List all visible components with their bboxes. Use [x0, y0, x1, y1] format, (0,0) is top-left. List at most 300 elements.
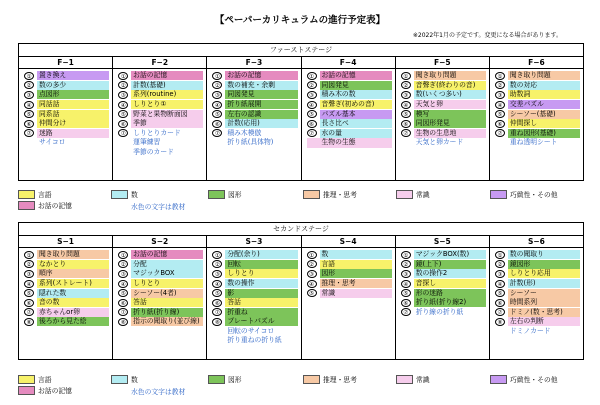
lesson-number: ⑤ — [307, 289, 317, 297]
stage-column — [19, 236, 113, 359]
lesson-number: ⑦ — [118, 308, 128, 316]
lesson-row — [307, 279, 392, 289]
lesson-number: ⑦ — [401, 308, 411, 316]
lesson-row — [307, 119, 392, 129]
lesson-topic: ドミノ(数・思考) — [508, 308, 580, 317]
lesson-number: ⑥ — [307, 120, 317, 128]
legend-bottom — [18, 374, 582, 404]
column-header: F−5 — [396, 57, 489, 69]
lesson-topic: 順序 — [37, 269, 109, 278]
lesson-row — [495, 119, 580, 129]
lesson-number: ④ — [401, 280, 411, 288]
lesson-row — [212, 298, 297, 308]
column-header: S−1 — [19, 236, 112, 248]
lesson-topic: 長さ比べ — [320, 119, 392, 128]
lesson-number: ⑥ — [212, 120, 222, 128]
lesson-number: ④ — [307, 101, 317, 109]
lesson-row — [118, 109, 203, 119]
legend-swatch — [208, 375, 225, 384]
lesson-row — [24, 109, 109, 119]
second-stage-title: セカンドステージ — [19, 223, 583, 236]
lesson-topic: 折り紙(折り線2) — [414, 298, 486, 307]
lesson-number: ⑦ — [307, 129, 317, 137]
lesson-number: ③ — [307, 91, 317, 99]
lesson-row — [401, 308, 486, 318]
lesson-number: ② — [24, 81, 34, 89]
lesson-topic: 音探し — [414, 279, 486, 288]
lesson-row — [401, 269, 486, 279]
lesson-row — [212, 260, 297, 270]
legend-number: 数 — [111, 189, 138, 199]
lesson-topic: 助数詞 — [508, 90, 580, 99]
lesson-row — [118, 298, 203, 308]
stage-column — [490, 236, 583, 359]
material-text: サイコロ — [39, 138, 66, 147]
legend-skill: 巧緻性・その他 — [490, 189, 558, 199]
lesson-row — [118, 288, 203, 298]
lesson-row — [24, 260, 109, 270]
lesson-number: ② — [118, 81, 128, 89]
lesson-row — [307, 90, 392, 100]
lesson-number: ④ — [401, 101, 411, 109]
legend-blue-note: 水色の文字は教材 — [131, 388, 186, 396]
lesson-topic: 答話 — [131, 298, 203, 307]
lesson-row — [118, 119, 203, 129]
lesson-number: ① — [118, 251, 128, 259]
lesson-row — [307, 260, 392, 270]
lesson-row — [118, 100, 203, 110]
lesson-row — [495, 71, 580, 81]
second-stage-columns — [19, 236, 583, 359]
lesson-row — [24, 279, 109, 289]
lesson-topic: 音聲ぎ(初めの音) — [320, 100, 392, 109]
lesson-number: ⑥ — [212, 299, 222, 307]
lesson-topic: 折り紙展開 — [225, 100, 297, 109]
lesson-topic: 迷路 — [37, 129, 109, 138]
lesson-topic: マジックBOX — [131, 269, 203, 278]
lesson-number: ⑦ — [401, 129, 411, 137]
first-stage-table — [18, 43, 584, 181]
legend-blue-note: 水色の文字は教材 — [131, 203, 186, 211]
lesson-topic: 答話 — [225, 298, 297, 307]
lesson-topic: 点図形 — [37, 90, 109, 99]
lesson-number: ⑦ — [212, 129, 222, 137]
lesson-topic: 左右の認識 — [225, 110, 297, 119]
lesson-number: ③ — [118, 91, 128, 99]
page-title: 【ペーパーカリキュラムの進行予定表】 — [214, 15, 386, 26]
lesson-row — [307, 100, 392, 110]
lesson-number: ⑤ — [212, 110, 222, 118]
lesson-row — [24, 269, 109, 279]
lesson-number: ① — [307, 72, 317, 80]
lesson-topic: 計数(基礎) — [131, 81, 203, 90]
lesson-row — [307, 250, 392, 260]
lesson-row — [401, 129, 486, 139]
stage-column — [207, 57, 301, 180]
lesson-topic: 模写 — [414, 110, 486, 119]
column-header: S−5 — [396, 236, 489, 248]
lesson-row — [401, 119, 486, 129]
material-text: 生物の生態 — [307, 138, 392, 148]
lesson-topic: 影 — [225, 289, 297, 298]
lesson-row — [24, 298, 109, 308]
lesson-number: ⑤ — [24, 289, 34, 297]
legend-swatch — [208, 190, 225, 199]
legend-number: 数 — [111, 374, 138, 384]
lesson-number: ① — [495, 251, 505, 259]
legend-swatch — [303, 375, 320, 384]
lesson-number: ④ — [495, 280, 505, 288]
lesson-number: ③ — [307, 270, 317, 278]
lesson-row — [118, 317, 203, 327]
lesson-row — [118, 308, 203, 318]
lesson-row — [307, 81, 392, 91]
lesson-number: ④ — [212, 101, 222, 109]
column-body — [207, 248, 300, 359]
lesson-row — [212, 129, 297, 139]
lesson-topic: 水の量 — [320, 129, 392, 138]
lesson-topic: 数の操作 — [225, 279, 297, 288]
lesson-topic: 隠れた数 — [37, 289, 109, 298]
lesson-topic: 推理・思考 — [320, 279, 392, 288]
column-body — [490, 69, 583, 180]
lesson-row — [307, 269, 392, 279]
lesson-topic: 計数(形) — [508, 279, 580, 288]
lesson-topic: 計数(応用) — [225, 119, 297, 128]
column-header: S−4 — [302, 236, 395, 248]
first-stage-columns — [19, 57, 583, 180]
lesson-number: ⑥ — [24, 120, 34, 128]
stage-column — [396, 57, 490, 180]
lesson-number: ① — [401, 251, 411, 259]
lesson-row — [24, 81, 109, 91]
lesson-topic: 重ね図形(基礎) — [508, 129, 580, 138]
legend-swatch — [396, 190, 413, 199]
lesson-topic: 数の補充・余剰 — [225, 81, 297, 90]
lesson-row — [495, 109, 580, 119]
lesson-number: ⑦ — [495, 308, 505, 316]
lesson-topic: シーソー(基礎) — [508, 110, 580, 119]
column-body — [113, 69, 206, 180]
lesson-topic: 音聲ぎ(終わりの音) — [414, 81, 486, 90]
lesson-row — [212, 71, 297, 81]
lesson-topic: お話の記憶 — [225, 71, 297, 80]
lesson-number: ⑧ — [24, 318, 34, 326]
lesson-number: ② — [307, 260, 317, 268]
lesson-topic: しりとり① — [131, 100, 203, 109]
lesson-number: ④ — [307, 280, 317, 288]
lesson-row — [495, 288, 580, 298]
lesson-number: ④ — [24, 101, 34, 109]
lesson-topic: 数(いくつ多い) — [414, 90, 486, 99]
legend-swatch — [18, 386, 35, 395]
lesson-topic: 鏡(上下) — [414, 260, 486, 269]
material-text: 天気と卵カード — [415, 138, 464, 147]
column-body — [490, 248, 583, 359]
legend-story: お話の記憶 — [18, 200, 72, 210]
column-body — [113, 248, 206, 359]
lesson-row — [212, 250, 297, 260]
lesson-number: ② — [212, 260, 222, 268]
lesson-topic: 季節 — [131, 119, 203, 128]
lesson-row — [495, 81, 580, 91]
column-header: S−6 — [490, 236, 583, 248]
lesson-topic: 同図発見 — [320, 81, 392, 90]
lesson-topic: 数の多少 — [37, 81, 109, 90]
lesson-topic: お話の記憶 — [320, 71, 392, 80]
lesson-topic: 聞き取り問題 — [414, 71, 486, 80]
legend-reasoning: 推理・思考 — [303, 189, 357, 199]
lesson-number: ⑧ — [212, 318, 222, 326]
lesson-number: ⑤ — [495, 289, 505, 297]
schedule-note: ※2022年1月の予定です。変更になる場合があります。 — [412, 32, 562, 39]
lesson-row — [401, 100, 486, 110]
lesson-row — [401, 71, 486, 81]
lesson-topic: 数の操作2 — [414, 269, 486, 278]
lesson-row — [212, 269, 297, 279]
lesson-topic: 生物の生息地 — [414, 129, 486, 138]
legend-swatch — [490, 190, 507, 199]
lesson-number: ① — [212, 72, 222, 80]
lesson-topic: なかとり — [37, 260, 109, 269]
lesson-row — [24, 308, 109, 318]
lesson-number: ① — [307, 251, 317, 259]
lesson-number: ② — [212, 81, 222, 89]
lesson-row — [118, 90, 203, 100]
column-header: F−6 — [490, 57, 583, 69]
material-text: 重ね透明シート — [509, 138, 558, 147]
column-body — [396, 248, 489, 359]
lesson-topic: お話の記憶 — [131, 71, 203, 80]
lesson-row — [401, 109, 486, 119]
lesson-number: ⑤ — [212, 289, 222, 297]
lesson-topic: シーソー(4者) — [131, 289, 203, 298]
lesson-row — [212, 90, 297, 100]
lesson-topic: 同図発見 — [225, 90, 297, 99]
lesson-row — [24, 100, 109, 110]
lesson-number: ③ — [495, 270, 505, 278]
legend-swatch — [303, 190, 320, 199]
lesson-number: ④ — [495, 101, 505, 109]
lesson-topic: 仲間探し — [508, 119, 580, 128]
lesson-number: ② — [118, 260, 128, 268]
lesson-row — [118, 129, 203, 139]
lesson-row — [212, 288, 297, 298]
legend-common: 常識 — [396, 374, 430, 384]
stage-column — [207, 236, 301, 359]
legend-common: 常識 — [396, 189, 430, 199]
lesson-topic: 野菜と果物断面図 — [131, 110, 203, 119]
lesson-row — [118, 81, 203, 91]
column-header: F−2 — [113, 57, 206, 69]
lesson-topic: 置き換え — [37, 71, 109, 80]
lesson-row — [495, 260, 580, 270]
lesson-topic: 交差パズル — [508, 100, 580, 109]
material-text: 折り重ねの折り紙 — [227, 336, 282, 345]
lesson-number: ① — [24, 251, 34, 259]
lesson-number: ③ — [24, 91, 34, 99]
legend-swatch — [18, 201, 35, 210]
column-header: F−3 — [207, 57, 300, 69]
legend-language: 言語 — [18, 374, 52, 384]
lesson-row — [401, 250, 486, 260]
lesson-topic: 回転 — [225, 260, 297, 269]
lesson-topic: 数の聞取り — [508, 250, 580, 259]
lesson-number: ⑦ — [118, 129, 128, 137]
lesson-row — [118, 250, 203, 260]
lesson-topic: 常識 — [320, 289, 392, 298]
lesson-topic: 折り線の折り紙 — [415, 307, 464, 316]
lesson-topic: 音の数 — [37, 298, 109, 307]
lesson-row — [307, 71, 392, 81]
lesson-topic: お話の記憶 — [131, 250, 203, 259]
lesson-topic: 時間系列 — [508, 298, 580, 307]
lesson-number: ⑦ — [212, 308, 222, 316]
lesson-number: ③ — [495, 91, 505, 99]
lesson-row — [495, 279, 580, 289]
lesson-row — [24, 71, 109, 81]
lesson-topic: しりとり — [131, 279, 203, 288]
stage-column — [19, 57, 113, 180]
lesson-number: ③ — [401, 91, 411, 99]
lesson-topic: しりとりカード — [133, 128, 181, 137]
lesson-number: ① — [212, 251, 222, 259]
lesson-row — [401, 279, 486, 289]
legend-swatch — [490, 375, 507, 384]
lesson-number: ⑦ — [495, 129, 505, 137]
lesson-row — [212, 109, 297, 119]
lesson-number: ⑦ — [24, 129, 34, 137]
lesson-topic: 折り紙(折り線) — [131, 308, 203, 317]
material-text: 折り紙(具体物) — [227, 138, 274, 147]
lesson-number: ⑤ — [401, 110, 411, 118]
material-text: ドミノカード — [509, 326, 551, 335]
lesson-topic: 分配 — [131, 260, 203, 269]
column-header: S−3 — [207, 236, 300, 248]
lesson-number: ⑤ — [401, 289, 411, 297]
lesson-row — [118, 260, 203, 270]
lesson-number: ④ — [212, 280, 222, 288]
material-text: 運筆練習 — [133, 138, 161, 147]
legend-swatch — [18, 190, 35, 199]
stage-column — [113, 236, 207, 359]
lesson-row — [118, 279, 203, 289]
lesson-number: ③ — [401, 270, 411, 278]
legend-swatch — [396, 375, 413, 384]
lesson-row — [401, 81, 486, 91]
column-header: F−4 — [302, 57, 395, 69]
lesson-topic: 系列(ストレート) — [37, 279, 109, 288]
legend-figure: 図形 — [208, 189, 242, 199]
lesson-number: ⑥ — [401, 120, 411, 128]
lesson-topic: 系列(routine) — [131, 90, 203, 99]
lesson-topic: 言語 — [320, 260, 392, 269]
column-body — [302, 69, 395, 180]
first-stage-title: ファーストステージ — [19, 44, 583, 57]
lesson-row — [495, 308, 580, 318]
lesson-topic: しりとり — [225, 269, 297, 278]
lesson-number: ⑤ — [24, 110, 34, 118]
lesson-number: ⑤ — [495, 110, 505, 118]
lesson-number: ② — [24, 260, 34, 268]
column-body — [19, 248, 112, 359]
legend-language: 言語 — [18, 189, 52, 199]
lesson-number: ⑥ — [118, 299, 128, 307]
lesson-row — [495, 269, 580, 279]
stage-column — [113, 57, 207, 180]
lesson-number: ⑥ — [24, 299, 34, 307]
lesson-number: ③ — [212, 270, 222, 278]
lesson-row — [212, 308, 297, 318]
legend-swatch — [18, 375, 35, 384]
legend-top — [18, 189, 582, 219]
lesson-number: ④ — [24, 280, 34, 288]
lesson-topic: 後ろから見た絵 — [37, 317, 109, 326]
column-header: F−1 — [19, 57, 112, 69]
lesson-number: ⑧ — [118, 318, 128, 326]
legend-swatch — [111, 375, 128, 384]
lesson-number: ① — [24, 72, 34, 80]
lesson-row — [24, 90, 109, 100]
lesson-topic: 図形 — [320, 269, 392, 278]
lesson-row — [24, 317, 109, 327]
stage-column — [302, 236, 396, 359]
lesson-topic: 数 — [320, 250, 392, 259]
lesson-number: ⑦ — [24, 308, 34, 316]
lesson-number: ⑤ — [307, 110, 317, 118]
lesson-number: ① — [401, 72, 411, 80]
lesson-row — [24, 129, 109, 139]
column-body — [302, 248, 395, 359]
lesson-number: ⑥ — [401, 299, 411, 307]
lesson-row — [24, 250, 109, 260]
lesson-row — [401, 288, 486, 298]
legend-figure: 図形 — [208, 374, 242, 384]
column-body — [207, 69, 300, 180]
lesson-topic: 同系話 — [37, 110, 109, 119]
lesson-topic: 赤ちゃんor卵 — [37, 308, 109, 317]
lesson-topic: 形の迷路 — [414, 289, 486, 298]
lesson-topic: 折重ね — [225, 308, 297, 317]
lesson-row — [495, 250, 580, 260]
lesson-number: ③ — [118, 270, 128, 278]
lesson-row — [212, 100, 297, 110]
lesson-topic: プレートパズル — [225, 317, 297, 326]
material-text: 回転のサイコロ — [227, 326, 275, 335]
lesson-topic: 積み木模倣 — [227, 128, 262, 137]
lesson-row — [401, 298, 486, 308]
lesson-number: ② — [495, 260, 505, 268]
lesson-number: ④ — [118, 280, 128, 288]
column-header: S−2 — [113, 236, 206, 248]
lesson-number: ⑧ — [495, 318, 505, 326]
lesson-row — [118, 269, 203, 279]
lesson-row — [212, 317, 297, 327]
lesson-topic: 聞き取り問題 — [508, 71, 580, 80]
second-stage-table — [18, 222, 584, 360]
lesson-topic: シーソー — [508, 289, 580, 298]
lesson-number: ⑥ — [495, 299, 505, 307]
lesson-number: ② — [401, 260, 411, 268]
lesson-topic: 仲間分け — [37, 119, 109, 128]
lesson-number: ② — [495, 81, 505, 89]
lesson-row — [307, 129, 392, 139]
lesson-row — [401, 90, 486, 100]
lesson-topic: 同図形発見 — [414, 119, 486, 128]
lesson-number: ① — [495, 72, 505, 80]
lesson-row — [212, 279, 297, 289]
legend-skill: 巧緻性・その他 — [490, 374, 558, 384]
